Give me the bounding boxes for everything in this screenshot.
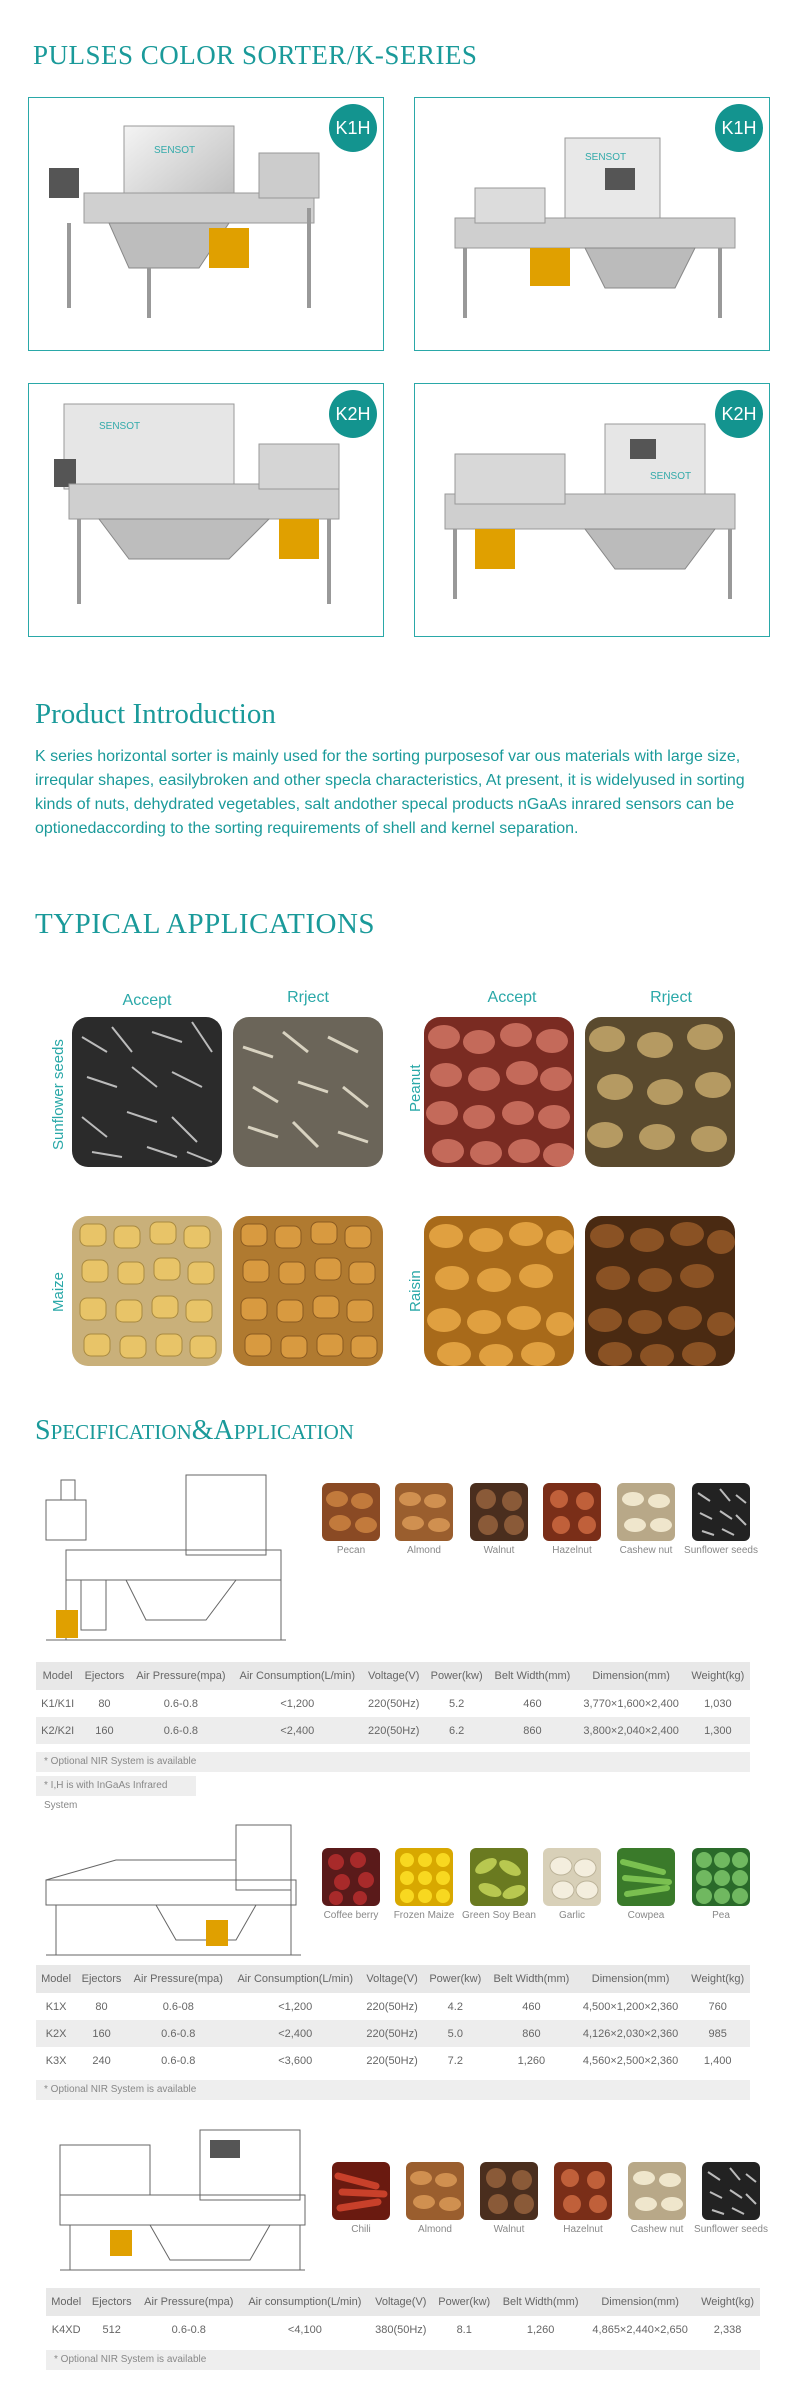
machine-card-k1h-left bbox=[28, 97, 384, 351]
row-label-raisin: Raisin bbox=[407, 1270, 424, 1312]
product-green-soy-bean: Green Soy Bean bbox=[470, 1848, 528, 1921]
spec-title: SPECIFICATION&APPLICATION bbox=[35, 1415, 354, 1446]
svg-text:SENSOT: SENSOT bbox=[650, 471, 692, 482]
svg-text:SENSOT: SENSOT bbox=[154, 145, 196, 156]
sample-raisin-reject bbox=[585, 1216, 735, 1366]
sample-sunflower-accept bbox=[72, 1017, 222, 1167]
note: * Optional NIR System is available bbox=[36, 2080, 750, 2100]
svg-text:SENSOT: SENSOT bbox=[99, 421, 141, 432]
applications-title: TYPICAL APPLICATIONS bbox=[35, 908, 376, 940]
machine-card-k2h-right bbox=[414, 383, 770, 637]
sample-maize-reject bbox=[233, 1216, 383, 1366]
product-walnut: Walnut bbox=[470, 1483, 528, 1556]
product-almond: Almond bbox=[395, 1483, 453, 1556]
product-sunflower: Sunflower seeds bbox=[702, 2162, 760, 2235]
spec-table-group1: Model Ejectors Air Pressure(mpa) Air Consumption(L/min) Voltage(V) Power(kw) Belt Width(mm) Dimension(mm) Weight(kg) K1/K1I 80 0.6-0.8 <1,200 220(50Hz) 5.2 460 3,770×1,600×2,400 1,030 K2/K2I 160 0.6-0.8 <2,400 220(50Hz) 6.2 860 3,800×2,040×2,400 1,300 bbox=[36, 1662, 750, 1744]
note: * Optional NIR System is available bbox=[46, 2350, 760, 2370]
machine-line-drawing bbox=[50, 2125, 310, 2275]
row-label-sunflower: Sunflower seeds bbox=[50, 1039, 67, 1150]
machine-card-k1h-right bbox=[414, 97, 770, 351]
machine-card-k2h-left bbox=[28, 383, 384, 637]
product-almond: Almond bbox=[406, 2162, 464, 2235]
spec-table-group3: Model Ejectors Air Pressure(mpa) Air consumption(L/min) Voltage(V) Power(kw) Belt Width(mm) Dimension(mm) Weight(kg) K4XD 512 0.6-0.8 <4,100 380(50Hz) 8.1 1,260 4,865×2,440×2,650 2,338 bbox=[46, 2288, 760, 2343]
product-cashew: Cashew nut bbox=[617, 1483, 675, 1556]
page-title: PULSES COLOR SORTER/K-SERIES bbox=[33, 40, 478, 70]
product-frozen-maize: Frozen Maize bbox=[395, 1848, 453, 1921]
intro-text: K series horizontal sorter is mainly used for the sorting purposesof var ous materials with large size, irreqular shapes, easilybroken and other specla characteristics, At present, it is widelyused in sorting kinds of nuts, dehydrated vegetables, salt andother specal products nGaAs inrared sensors can be optionedaccording to the sorting requirements of shell and kernel separation. bbox=[35, 748, 745, 837]
product-hazelnut: Hazelnut bbox=[543, 1483, 601, 1556]
product-pea: Pea bbox=[692, 1848, 750, 1921]
sample-sunflower-reject bbox=[233, 1017, 383, 1167]
spec-table-group2: Model Ejectors Air Pressure(mpa) Air Consumption(L/min) Voltage(V) Power(kw) Belt Width(mm) Dimension(mm) Weight(kg) K1X 80 0.6-08 <1,200 220(50Hz) 4.2 460 4,500×1,200×2,360 760 K2X 160 0.6-0.8 <2,400 220(50Hz) 5.0 860 4,126×2,030×2,360 985 K3X 240 0.6-0.8 <3,600 220(50Hz) 7.2 1,260 4,560×2,500×2,360 1,400 bbox=[36, 1965, 750, 2074]
sample-peanut-accept bbox=[424, 1017, 574, 1167]
reject-label: Rrject bbox=[650, 989, 692, 1006]
table-row: K3X 240 0.6-0.8 <3,600 220(50Hz) 7.2 1,260 4,560×2,500×2,360 1,400 bbox=[45, 2054, 732, 2067]
product-cowpea: Cowpea bbox=[617, 1848, 675, 1921]
product-cashew: Cashew nut bbox=[628, 2162, 686, 2235]
table-row: K4XD 512 0.6-0.8 <4,100 380(50Hz) 8.1 1,260 4,865×2,440×2,650 2,338 bbox=[51, 2323, 742, 2336]
accept-label: Accept bbox=[122, 992, 172, 1009]
product-coffee-berry: Coffee berry bbox=[322, 1848, 380, 1921]
model-badge: K1H bbox=[715, 104, 763, 152]
table-row: K2/K2I 160 0.6-0.8 <2,400 220(50Hz) 6.2 860 3,800×2,040×2,400 1,300 bbox=[36, 1717, 750, 1744]
model-badge: K2H bbox=[715, 390, 763, 438]
table-row: K1/K1I 80 0.6-0.8 <1,200 220(50Hz) 5.2 460 3,770×1,600×2,400 1,030 bbox=[41, 1697, 732, 1710]
product-hazelnut: Hazelnut bbox=[554, 2162, 612, 2235]
table-row: K2X 160 0.6-0.8 <2,400 220(50Hz) 5.0 860 4,126×2,030×2,360 985 bbox=[36, 2020, 750, 2047]
product-pecan: Pecan bbox=[322, 1483, 380, 1556]
sample-maize-accept bbox=[72, 1216, 222, 1366]
product-chili: Chili bbox=[332, 2162, 390, 2235]
note: * Optional NIR System is available bbox=[36, 1752, 750, 1772]
note: * I,H is with InGaAs Infrared System bbox=[36, 1776, 196, 1796]
product-garlic: Garlic bbox=[543, 1848, 601, 1921]
product-sunflower: Sunflower seeds bbox=[692, 1483, 750, 1556]
model-badge: K2H bbox=[329, 390, 377, 438]
machine-line-drawing bbox=[36, 1820, 306, 1960]
row-label-maize: Maize bbox=[50, 1271, 67, 1312]
accept-label: Accept bbox=[487, 989, 537, 1006]
machine-line-drawing bbox=[36, 1470, 296, 1645]
table-row: K1X 80 0.6-08 <1,200 220(50Hz) 4.2 460 4,500×1,200×2,360 760 bbox=[45, 2000, 727, 2013]
sample-peanut-reject bbox=[585, 1017, 735, 1167]
reject-label: Rrject bbox=[287, 989, 329, 1006]
sample-raisin-accept bbox=[424, 1216, 574, 1366]
intro-title: Product Introduction bbox=[35, 698, 276, 730]
svg-text:SENSOT: SENSOT bbox=[585, 152, 627, 163]
model-badge: K1H bbox=[329, 104, 377, 152]
row-label-peanut: Peanut bbox=[407, 1064, 424, 1112]
product-walnut: Walnut bbox=[480, 2162, 538, 2235]
